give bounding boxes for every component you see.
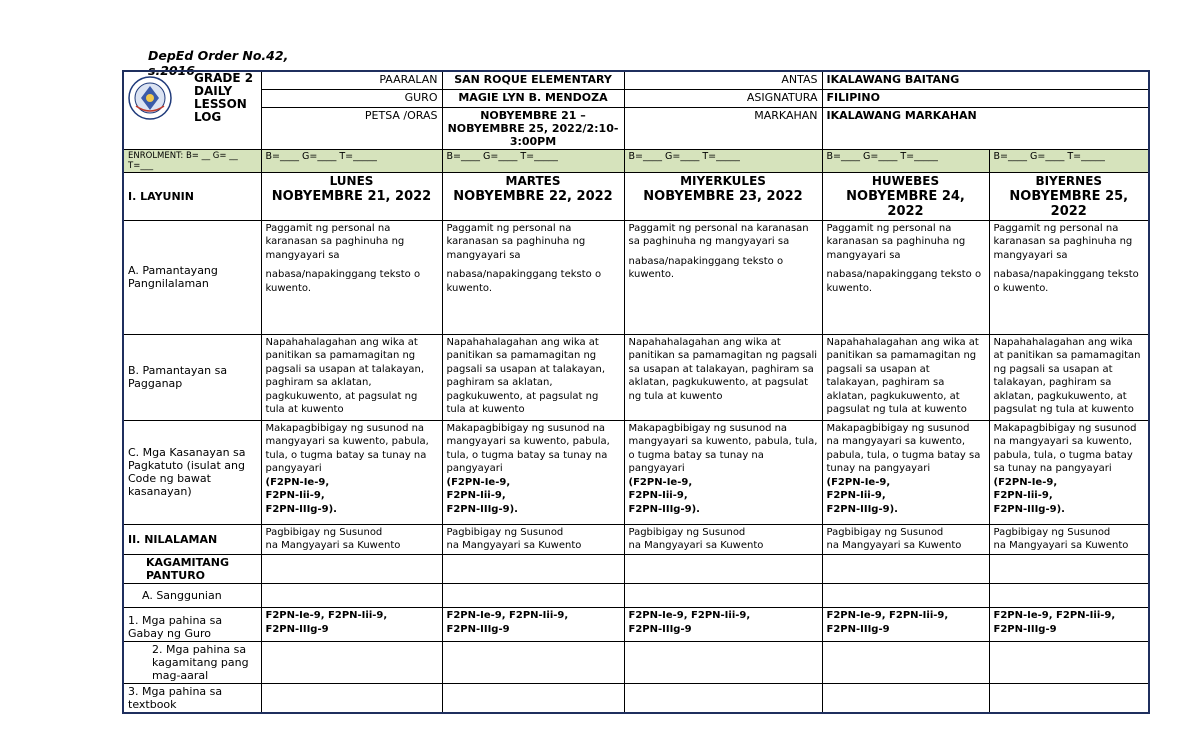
nilalaman-text: na Mangyayari sa Kuwento [628,540,764,551]
pangnilalaman-text: Paggamit ng personal na karanasan sa paghinuha ng mangyayari sa [826,222,966,261]
gabay-code: F2PN-Ie-9, F2PN-Iii-9, [993,609,1116,621]
enrolment-cell: B=____ G=____ T=_____ [822,149,989,172]
gabay-code: F2PN-IIIg-9 [446,623,510,635]
empty-cell [822,583,989,607]
level-label: ANTAS [624,71,822,89]
day-date: NOBYEMBRE 25, 2022 [1009,188,1129,219]
empty-cell [442,683,624,713]
gabay-code: F2PN-Ie-9, F2PN-Iii-9, [628,609,751,621]
kagamitang-heading: KAGAMITANG PANTURO [123,554,261,583]
pangnilalaman-text: Paggamit ng personal na karanasan sa paghinuha ng mangyayari sa [628,222,809,247]
deped-order-note: DepEd Order No.42, s.2016 [148,48,289,78]
enrolment-cell: B=____ G=____ T=_____ [442,149,624,172]
gabay-code: F2PN-IIIg-9 [265,623,329,635]
nilalaman-text: na Mangyayari sa Kuwento [993,540,1129,551]
pangnilalaman-cell [442,220,624,334]
day-header [261,172,442,220]
day-header [822,172,989,220]
pagganap-cell: Napahahalagahan ang wika at panitikan sa pamamagitan ng pagsali sa usapan at talakayan, paghiram sa aklatan, pagkukuwento, at pagsulat ng tula at kuwento [989,334,1149,420]
pangnilalaman-text: nabasa/napakinggang teksto o kuwento. [446,269,602,294]
kagamitang-pang-label: 2. Mga pahina sa kagamitang pang mag-aaral [123,641,261,683]
teacher-value: MAGIE LYN B. MENDOZA [442,89,624,107]
nilalaman-cell [624,524,822,554]
enrolment-cell: B=____ G=____ T=_____ [624,149,822,172]
deped-seal-icon [128,76,172,120]
date-value: NOBYEMBRE 21 – NOBYEMBRE 25, 2022/2:10-3:00PM [442,107,624,149]
kasanayan-code: F2PN-IIIg-9). [826,503,898,515]
kasanayan-code: (F2PN-Ie-9, [628,476,693,488]
kasanayan-code: (F2PN-Ie-9, [826,476,891,488]
empty-cell [989,583,1149,607]
empty-cell [442,554,624,583]
gabay-code: F2PN-IIIg-9 [628,623,692,635]
empty-cell [442,583,624,607]
day-header [442,172,624,220]
nilalaman-text: Pagbibigay ng Susunod [826,526,944,538]
nilalaman-cell [822,524,989,554]
day-date: NOBYEMBRE 21, 2022 [271,188,432,204]
kasanayan-code: F2PN-Iii-9, [628,490,688,501]
kasanayan-code: F2PN-IIIg-9). [265,503,337,515]
pamantayang-pangnilalaman-label: A. Pamantayang Pangnilalaman [123,220,261,334]
nilalaman-cell [261,524,442,554]
empty-cell [624,583,822,607]
kasanayan-code: (F2PN-Ie-9, [446,476,511,488]
enrolment-label: ENROLMENT: B= __ G= __ T=___ [123,149,261,172]
kasanayan-code: F2PN-IIIg-9). [993,503,1065,515]
day-date: NOBYEMBRE 22, 2022 [453,188,613,204]
enrolment-cell: B=____ G=____ T=_____ [989,149,1149,172]
pangnilalaman-text: nabasa/napakinggang teksto o kuwento. [628,255,784,280]
layunin-heading: I. LAYUNIN [123,172,261,220]
empty-cell [261,641,442,683]
kasanayan-text: Makapagbibigay ng susunod na mangyayari sa kuwento, pabula, tula, o tugma batay sa tunay na pangyayari [265,422,429,474]
empty-cell [989,554,1149,583]
pangnilalaman-text: Paggamit ng personal na karanasan sa paghinuha ng mangyayari sa [265,222,405,261]
header-title-cell [123,71,261,149]
gabay-cell [822,607,989,641]
nilalaman-text: Pagbibigay ng Susunod [446,526,564,538]
kasanayan-text: Makapagbibigay ng susunod na mangyayari sa kuwento, pabula, tula, o tugma batay sa tunay na pangyayari [826,422,981,474]
kasanayan-cell [261,420,442,524]
empty-cell [624,554,822,583]
empty-cell [261,683,442,713]
quarter-value: IKALAWANG MARKAHAN [822,107,1149,149]
day-date: NOBYEMBRE 24, 2022 [846,188,965,219]
nilalaman-text: Pagbibigay ng Susunod [265,526,383,538]
day-name: HUWEBES [871,173,940,188]
pangnilalaman-cell [989,220,1149,334]
level-value: IKALAWANG BAITANG [822,71,1149,89]
sanggunian-label: A. Sanggunian [123,583,261,607]
gabay-code: F2PN-IIIg-9 [993,623,1057,635]
kasanayan-text: Makapagbibigay ng susunod na mangyayari sa kuwento, pabula, tula, o tugma batay sa tunay na pangyayari [446,422,610,474]
kasanayan-cell [442,420,624,524]
daily-lesson-log-table [122,70,1150,714]
subject-value: FILIPINO [822,89,1149,107]
empty-cell [822,641,989,683]
kasanayan-cell [822,420,989,524]
kasanayan-cell [989,420,1149,524]
teacher-label: GURO [261,89,442,107]
nilalaman-text: Pagbibigay ng Susunod [993,526,1111,538]
empty-cell [822,554,989,583]
empty-cell [261,583,442,607]
kasanayan-text: Makapagbibigay ng susunod na mangyayari sa kuwento, pabula, tula, o tugma batay sa tunay na pangyayari [993,422,1137,474]
pangnilalaman-cell [261,220,442,334]
gabay-cell [989,607,1149,641]
gabay-label: 1. Mga pahina sa Gabay ng Guro [123,607,261,641]
pangnilalaman-text: Paggamit ng personal na karanasan sa paghinuha ng mangyayari sa [993,222,1133,261]
gabay-cell [624,607,822,641]
textbook-label: 3. Mga pahina sa textbook [123,683,261,713]
empty-cell [989,641,1149,683]
day-name: MARTES [505,173,561,188]
quarter-label: MARKAHAN [624,107,822,149]
empty-cell [822,683,989,713]
kasanayan-label: C. Mga Kasanayan sa Pagkatuto (isulat ang Code ng bawat kasanayan) [123,420,261,524]
gabay-code: F2PN-Ie-9, F2PN-Iii-9, [826,609,949,621]
school-label: PAARALAN [261,71,442,89]
empty-cell [261,554,442,583]
kasanayan-code: F2PN-Iii-9, [826,490,886,501]
pagganap-cell: Napahahalagahan ang wika at panitikan sa pamamagitan ng pagsali sa usapan at talakayan, paghiram sa aklatan, pagkukuwento, at pagsulat ng tula at kuwento [624,334,822,420]
kasanayan-text: Makapagbibigay ng susunod na mangyayari sa kuwento, pabula, tula, o tugma batay sa tunay na pangyayari [628,422,818,474]
gabay-cell [261,607,442,641]
kasanayan-cell [624,420,822,524]
date-label: PETSA /ORAS [261,107,442,149]
empty-cell [624,683,822,713]
day-name: MIYERKULES [680,173,766,188]
gabay-cell [442,607,624,641]
pangnilalaman-cell [822,220,989,334]
gabay-code: F2PN-Ie-9, F2PN-Iii-9, [446,609,569,621]
enrolment-cell: B=____ G=____ T=_____ [261,149,442,172]
kasanayan-code: F2PN-Iii-9, [993,490,1053,501]
nilalaman-text: na Mangyayari sa Kuwento [826,540,962,551]
gabay-code: F2PN-IIIg-9 [826,623,890,635]
pangnilalaman-text: nabasa/napakinggang teksto o kuwento. [826,269,982,294]
kasanayan-code: (F2PN-Ie-9, [993,476,1058,488]
pangnilalaman-text: nabasa/napakinggang teksto o kuwento. [993,269,1139,294]
kasanayan-code: F2PN-IIIg-9). [628,503,700,515]
pagganap-cell: Napahahalagahan ang wika at panitikan sa pamamagitan ng pagsali sa usapan at talakayan, paghiram sa aklatan, pagkukuwento, at pagsulat ng tula at kuwento [822,334,989,420]
subject-label: ASIGNATURA [624,89,822,107]
pagganap-cell: Napahahalagahan ang wika at panitikan sa pamamagitan ng pagsali sa usapan at talakayan, paghiram sa aklatan, pagkukuwento, at pagsulat ng tula at kuwento [261,334,442,420]
nilalaman-text: na Mangyayari sa Kuwento [265,540,401,551]
nilalaman-cell [442,524,624,554]
day-header [989,172,1149,220]
log-title: GRADE 2 DAILY LESSON LOG [194,71,254,124]
pangnilalaman-text: nabasa/napakinggang teksto o kuwento. [265,269,421,294]
nilalaman-text: na Mangyayari sa Kuwento [446,540,582,551]
kasanayan-code: (F2PN-Ie-9, [265,476,330,488]
day-name: LUNES [329,173,374,188]
pamantayan-pagganap-label: B. Pamantayan sa Pagganap [123,334,261,420]
kasanayan-code: F2PN-Iii-9, [265,490,325,501]
gabay-code: F2PN-Ie-9, F2PN-Iii-9, [265,609,388,621]
day-date: NOBYEMBRE 23, 2022 [643,188,803,204]
empty-cell [442,641,624,683]
nilalaman-text: Pagbibigay ng Susunod [628,526,746,538]
school-value: SAN ROQUE ELEMENTARY [442,71,624,89]
pagganap-cell: Napahahalagahan ang wika at panitikan sa pamamagitan ng pagsali sa usapan at talakayan, paghiram sa aklatan, pagkukuwento, at pagsulat ng tula at kuwento [442,334,624,420]
nilalaman-heading: II. NILALAMAN [123,524,261,554]
day-name: BIYERNES [1035,173,1103,188]
empty-cell [989,683,1149,713]
kasanayan-code: F2PN-IIIg-9). [446,503,518,515]
day-header [624,172,822,220]
empty-cell [624,641,822,683]
nilalaman-cell [989,524,1149,554]
kasanayan-code: F2PN-Iii-9, [446,490,506,501]
pangnilalaman-cell [624,220,822,334]
pangnilalaman-text: Paggamit ng personal na karanasan sa paghinuha ng mangyayari sa [446,222,586,261]
